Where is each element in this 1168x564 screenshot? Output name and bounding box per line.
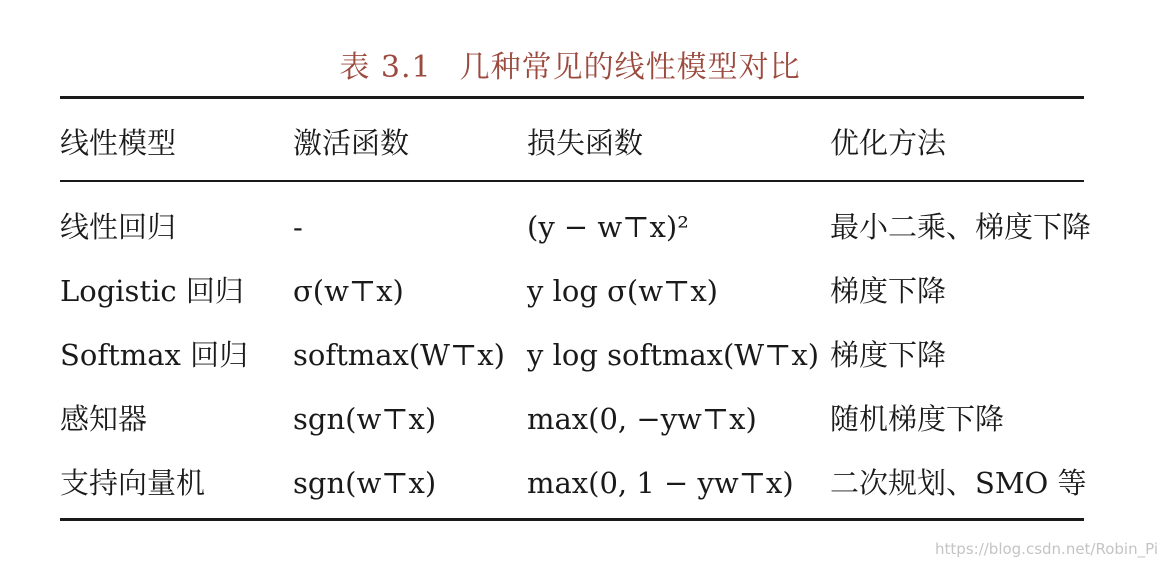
- cell-loss: y log softmax(W⊤x): [527, 338, 820, 372]
- header-activation: 激活函数: [293, 126, 410, 160]
- table-row: [60, 458, 1087, 508]
- cell-activation: sgn(w⊤x): [293, 466, 437, 500]
- cell-activation: σ(w⊤x): [293, 274, 404, 308]
- watermark-text: https://blog.csdn.net/Robin_Pi: [935, 540, 1158, 558]
- bottom-rule: [60, 518, 1084, 521]
- cell-activation: -: [293, 210, 303, 244]
- header-rule: [60, 180, 1084, 182]
- header-loss: 损失函数: [527, 126, 644, 160]
- cell-model: 支持向量机: [60, 466, 206, 500]
- table-row: [60, 266, 1084, 316]
- cell-activation: sgn(w⊤x): [293, 402, 437, 436]
- cell-loss: (y − w⊤x)²: [527, 210, 689, 244]
- cell-activation: softmax(W⊤x): [293, 338, 505, 372]
- cell-loss: max(0, −yw⊤x): [527, 402, 757, 436]
- table-title: 几种常见的线性模型对比: [459, 50, 801, 85]
- cell-optimizer: 二次规划、SMO 等: [830, 466, 1087, 500]
- header-model: 线性模型: [60, 126, 177, 160]
- cell-model: Logistic 回归: [60, 274, 244, 308]
- cell-model: 线性回归: [60, 210, 177, 244]
- header-optimizer: 优化方法: [830, 126, 947, 160]
- table-caption: [0, 42, 1140, 86]
- table-number: 表 3.1: [339, 50, 432, 85]
- cell-optimizer: 最小二乘、梯度下降: [830, 210, 1092, 244]
- cell-optimizer: 梯度下降: [830, 338, 947, 372]
- top-rule: [60, 96, 1084, 99]
- table-header-row: [60, 118, 1084, 168]
- table-row: [60, 202, 1092, 252]
- cell-optimizer: 梯度下降: [830, 274, 947, 308]
- cell-model: Softmax 回归: [60, 338, 249, 372]
- cell-loss: max(0, 1 − yw⊤x): [527, 466, 794, 500]
- table-row: [60, 330, 1084, 380]
- cell-loss: y log σ(w⊤x): [527, 274, 718, 308]
- cell-model: 感知器: [60, 402, 148, 436]
- table-row: [60, 394, 1084, 444]
- cell-optimizer: 随机梯度下降: [830, 402, 1005, 436]
